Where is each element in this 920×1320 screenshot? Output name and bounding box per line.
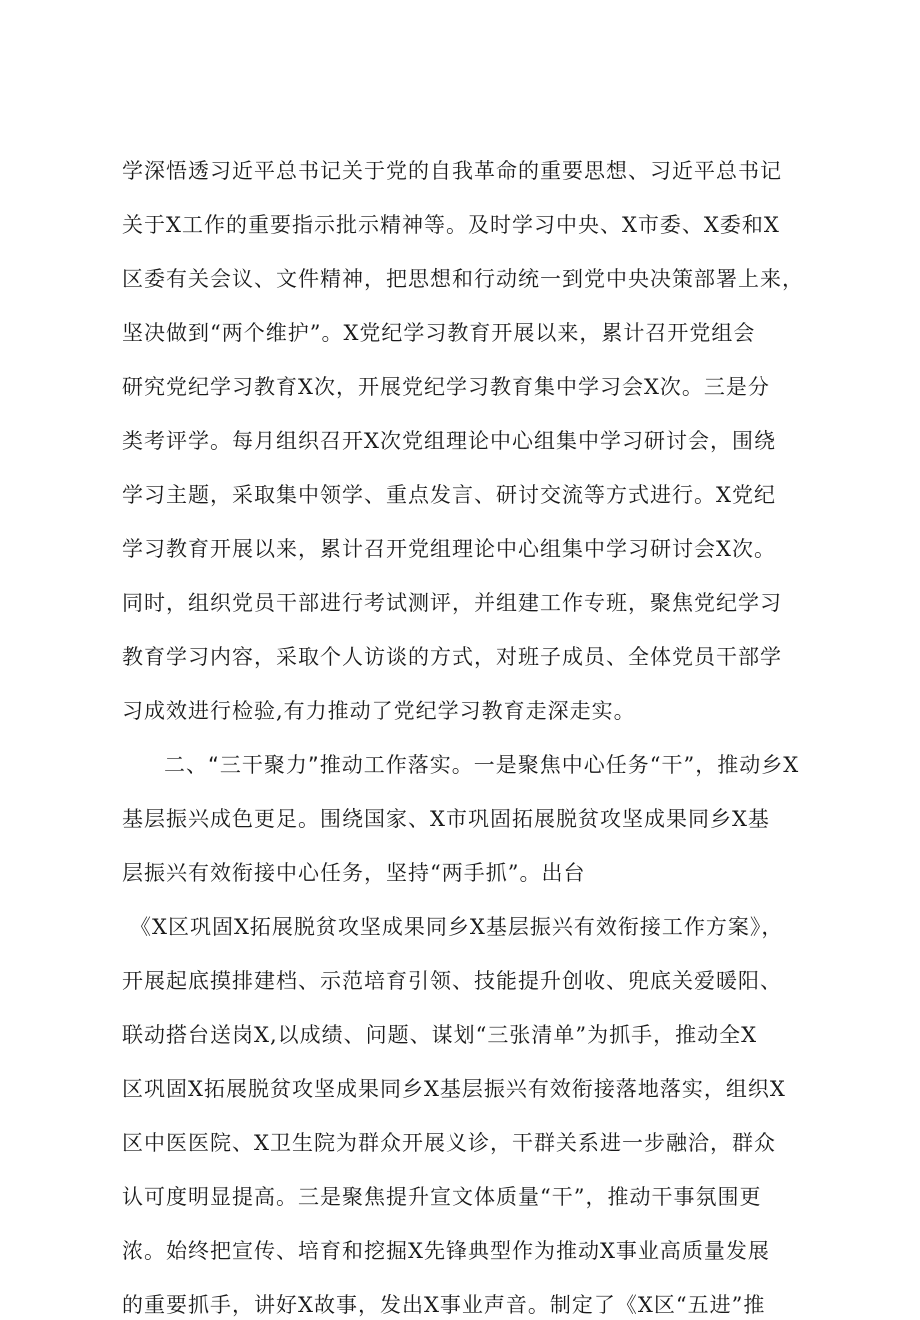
text-line: 联动搭台送岗X,以成绩、问题、谋划“三张清单”为抓手，推动全X: [122, 1023, 758, 1047]
text-line: 习成效进行检验,有力推动了党纪学习教育走深走实。: [122, 699, 636, 723]
text-line: 坚决做到“两个维护”。X党纪学习教育开展以来，累计召开党组会: [122, 321, 756, 345]
text-line: 基层振兴成色更足。围绕国家、X市巩固拓展脱贫攻坚成果同乡X基: [122, 807, 770, 831]
text-line: 区巩固X拓展脱贫攻坚成果同乡X基层振兴有效衔接落地落实，组织X: [122, 1077, 786, 1101]
text-line: 的重要抓手，讲好X故事，发出X事业声音。制定了《X区“五进”推: [122, 1293, 766, 1317]
text-line: 开展起底摸排建档、示范培育引领、技能提升创收、兜底关爱暖阳、: [122, 969, 782, 993]
text-line: 研究党纪学习教育X次，开展党纪学习教育集中学习会X次。三是分: [122, 375, 770, 399]
text-line: 区委有关会议、文件精神，把思想和行动统一到党中央决策部署上来，: [122, 267, 804, 291]
text-line: 关于X工作的重要指示批示精神等。及时学习中央、X市委、X委和X: [122, 213, 780, 237]
text-line: 区中医医院、X卫生院为群众开展义诊，干群关系进一步融洽，群众: [122, 1131, 776, 1155]
text-line: 同时，组织党员干部进行考试测评，并组建工作专班，聚焦党纪学习: [122, 591, 782, 615]
text-line: 类考评学。每月组织召开X次党组理论中心组集中学习研讨会，围绕: [122, 429, 776, 453]
text-line: 浓。始终把宣传、培育和挖掘X先锋典型作为推动X事业高质量发展: [122, 1239, 770, 1263]
section-heading-rest: 一是聚焦中心任务“干”，推动乡X: [473, 753, 800, 777]
text-line: 学习教育开展以来，累计召开党组理论中心组集中学习研讨会X次。: [122, 537, 776, 561]
text-line: 层振兴有效衔接中心任务，坚持“两手抓”。出台: [122, 861, 586, 885]
section-heading: 二、“三干聚力”推动工作落实。: [164, 753, 474, 777]
text-line: 认可度明显提高。三是聚焦提升宣文体质量“干”，推动干事氛围更: [122, 1185, 762, 1209]
text-line: 《X区巩固X拓展脱贫攻坚成果同乡X基层振兴有效衔接工作方案》，: [130, 915, 784, 939]
text-line: 学深悟透习近平总书记关于党的自我革命的重要思想、习近平总书记: [122, 159, 782, 183]
text-line: 教育学习内容，采取个人访谈的方式，对班子成员、全体党员干部学: [122, 645, 782, 669]
text-line: 学习主题，采取集中领学、重点发言、研讨交流等方式进行。X党纪: [122, 483, 776, 507]
section-heading-line: [164, 750, 799, 780]
